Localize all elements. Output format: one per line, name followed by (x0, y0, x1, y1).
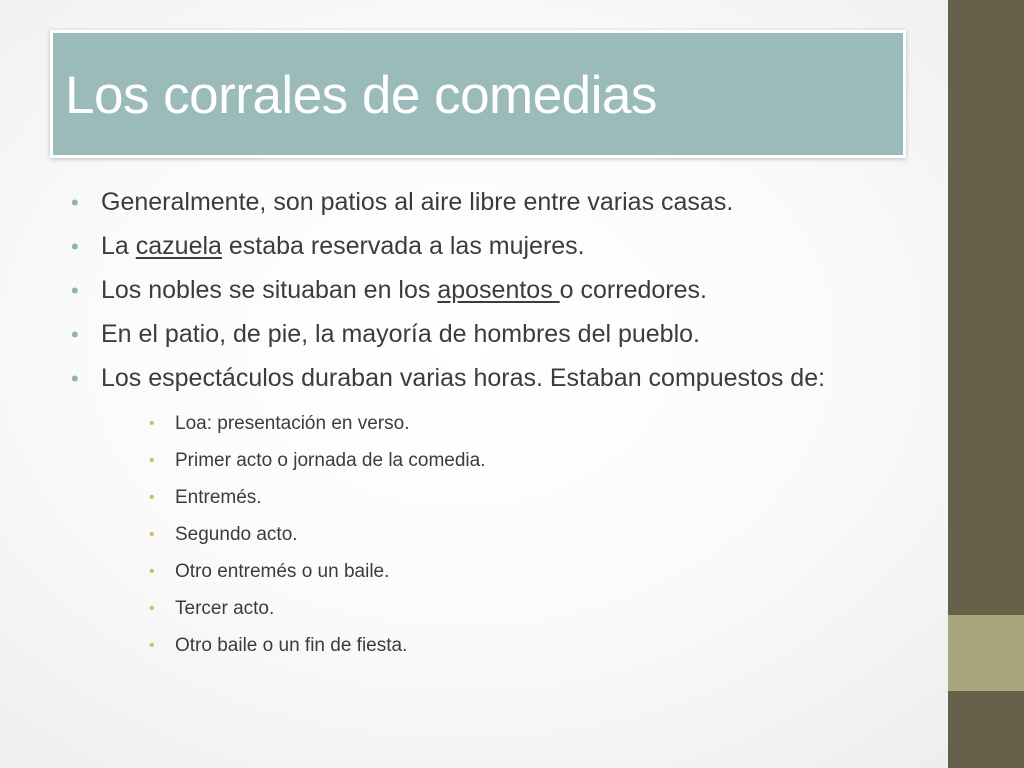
sub-bullet-item (149, 633, 868, 658)
bullet-item (68, 318, 868, 351)
sub-bullet-item (149, 485, 868, 510)
bullet-text-pre: Los nobles se situaban en los (101, 276, 438, 304)
sub-bullet-item (149, 448, 868, 473)
aposentos-link[interactable]: aposentos (437, 276, 560, 304)
bullet-icon: • (71, 190, 79, 215)
sub-bullet-icon: • (149, 415, 155, 432)
sub-bullet-item (149, 522, 868, 547)
sub-bullet-icon: • (149, 526, 155, 543)
bullet-text: Generalmente, son patios al aire libre entre varias casas. (101, 188, 734, 216)
slide-title: Los corrales de comedias (65, 66, 657, 125)
sub-bullet-icon: • (149, 452, 155, 469)
title-banner (50, 30, 906, 158)
bullet-item (68, 230, 868, 263)
sub-bullet-icon: • (149, 489, 155, 506)
sub-bullet-text: Otro entremés o un baile. (175, 561, 390, 582)
sub-bullet-icon: • (149, 563, 155, 580)
bullet-text: En el patio, de pie, la mayoría de hombres del pueblo. (101, 320, 700, 348)
slide-body (68, 186, 868, 670)
sub-bullet-item (149, 596, 868, 621)
sub-bullet-icon: • (149, 600, 155, 617)
bullet-text: Los espectáculos duraban varias horas. Estaban compuestos de: (101, 364, 826, 392)
bullet-icon: • (71, 366, 79, 391)
bullet-text-pre: La (101, 232, 136, 260)
bullet-item (68, 362, 868, 658)
sub-bullet-text: Entremés. (175, 487, 262, 508)
bullet-icon: • (71, 234, 79, 259)
sub-bullet-text: Primer acto o jornada de la comedia. (175, 450, 486, 471)
sub-bullet-item (149, 411, 868, 436)
sub-bullet-text: Otro baile o un fin de fiesta. (175, 635, 408, 656)
sub-bullet-text: Segundo acto. (175, 524, 298, 545)
bullet-item (68, 186, 868, 219)
side-bar-accent (948, 615, 1024, 691)
bullet-text-post: estaba reservada a las mujeres. (221, 232, 585, 260)
bullet-list (68, 186, 868, 658)
bullet-item (68, 274, 868, 307)
sub-bullet-icon: • (149, 637, 155, 654)
bullet-icon: • (71, 322, 79, 347)
sub-bullet-text: Loa: presentación en verso. (175, 413, 410, 434)
sub-bullet-item (149, 559, 868, 584)
sub-bullet-text: Tercer acto. (175, 598, 275, 619)
bullet-text-post: o corredores. (559, 276, 707, 304)
sub-bullet-list (149, 411, 868, 658)
bullet-icon: • (71, 278, 79, 303)
cazuela-link[interactable]: cazuela (135, 232, 222, 260)
